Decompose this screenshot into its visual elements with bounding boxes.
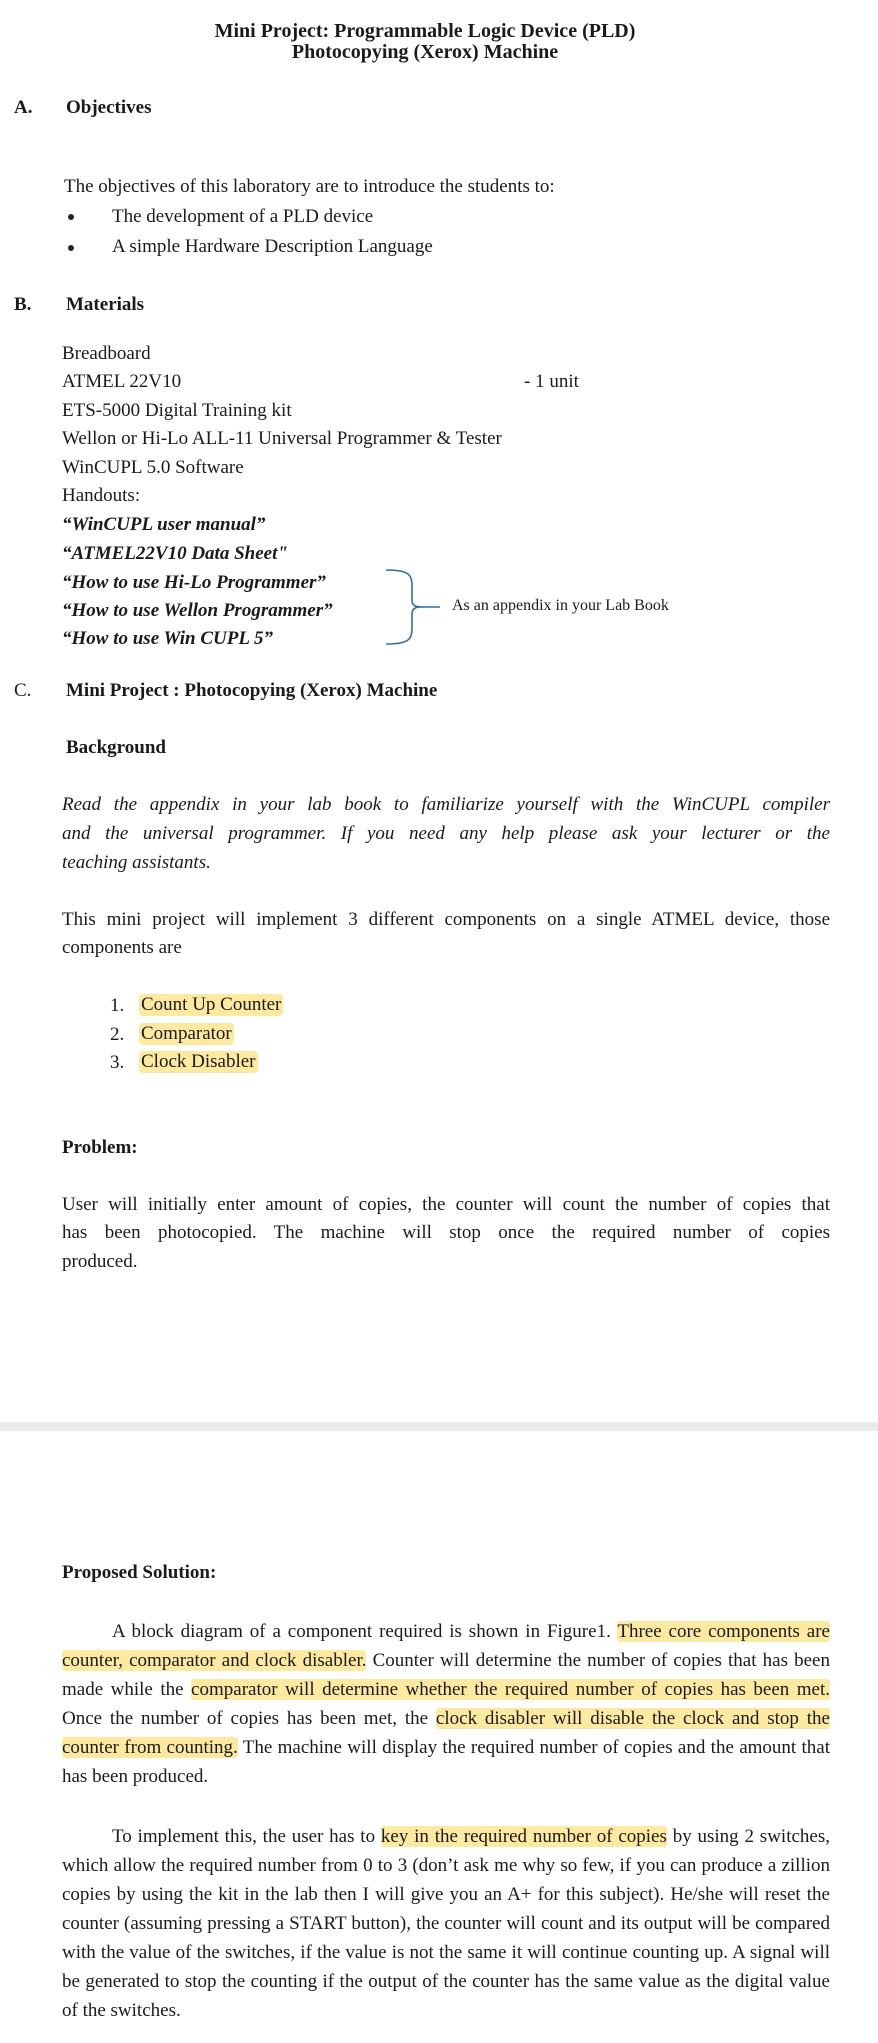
objective-bullet-2: A simple Hardware Description Language — [112, 236, 433, 257]
paragraph-text: A block diagram of a component required is shown in Figure1. — [112, 1621, 618, 1642]
curly-brace-icon — [382, 568, 442, 646]
section-b-letter: B. — [14, 294, 32, 315]
component-number: 3. — [110, 1052, 125, 1073]
bullet-dot-icon — [68, 214, 74, 220]
component-item-comparator: Comparator — [141, 1023, 232, 1044]
highlighted-text: key in the required number of copies — [380, 1826, 667, 1847]
material-item: Handouts: — [62, 485, 141, 506]
bullet-dot-icon — [68, 245, 74, 251]
handout-item: “How to use Win CUPL 5” — [62, 628, 273, 649]
paragraph-text: Counter will determine the number of copies that has been made while the — [62, 1650, 830, 1700]
material-item: Wellon or Hi-Lo ALL-11 Universal Programmer & Tester — [62, 428, 502, 449]
section-c-letter: C. — [14, 680, 32, 701]
proposed-paragraph-1 — [62, 1617, 830, 1791]
component-item-clock-disabler: Clock Disabler — [141, 1051, 256, 1072]
intro-line-1: This mini project will implement 3 different components on a single ATMEL device, those — [62, 909, 830, 930]
title-line-1: Mini Project: Programmable Logic Device (PLD) — [214, 20, 636, 42]
material-item: Breadboard — [62, 343, 151, 364]
problem-heading: Problem: — [62, 1137, 138, 1158]
atmel-quantity: - 1 unit — [524, 371, 579, 392]
component-number: 2. — [110, 1024, 125, 1045]
title-line-2: Photocopying (Xerox) Machine — [291, 41, 559, 63]
background-line-1: Read the appendix in your lab book to familiarize yourself with the WinCUPL compiler — [62, 794, 830, 815]
handout-item: “ATMEL22V10 Data Sheet" — [62, 543, 288, 564]
objective-bullet-1: The development of a PLD device — [112, 206, 374, 227]
problem-line-1: User will initially enter amount of copies, the counter will count the number of copies that — [62, 1194, 830, 1215]
handout-item: “How to use Wellon Programmer” — [62, 600, 333, 621]
highlighted-text: Three core components are counter, comparator and clock disabler. — [62, 1621, 830, 1671]
handout-item: “How to use Hi-Lo Programmer” — [62, 572, 326, 593]
section-a-title: Objectives — [66, 97, 152, 118]
section-b-title: Materials — [66, 294, 145, 315]
proposed-paragraph-2 — [62, 1822, 830, 2025]
component-item-counter: Count Up Counter — [141, 994, 282, 1015]
material-item: ATMEL 22V10 — [62, 371, 182, 392]
paragraph-text: The machine will display the required number of copies and the amount that has been produced. — [62, 1737, 830, 1787]
problem-line-3: produced. — [62, 1251, 138, 1272]
material-item: WinCUPL 5.0 Software — [62, 457, 244, 478]
background-line-2: and the universal programmer. If you need any help please ask your lecturer or the — [62, 823, 830, 844]
component-number: 1. — [110, 995, 125, 1016]
paragraph-text: by using 2 switches, which allow the required number from 0 to 3 (don’t ask me why so few, if you can produce a zillion copies by using the kit in the lab then I will give you an A+ for this subject). He/she will reset the counter (assuming pressing a START button), the counter will count and its output will be compared with the value of the switches, if the value is not the same it will continue counting up. A signal will be generated to stop the counting if the output of the counter has the same value as the digital value of the switches. — [62, 1826, 830, 2021]
background-line-3: teaching assistants. — [62, 852, 211, 873]
appendix-note: As an appendix in your Lab Book — [452, 597, 669, 614]
handout-item: “WinCUPL user manual” — [62, 514, 266, 535]
highlighted-text: clock disabler will disable the clock and stop the counter from counting. — [62, 1708, 830, 1758]
background-heading: Background — [66, 737, 166, 758]
highlighted-text: comparator will determine whether the required number of copies has been met. — [191, 1679, 830, 1700]
objectives-intro: The objectives of this laboratory are to introduce the students to: — [64, 176, 555, 197]
problem-line-2: has been photocopied. The machine will stop once the required number of copies — [62, 1222, 830, 1243]
paragraph-text: Once the number of copies has been met, the — [62, 1708, 436, 1729]
page-separator — [0, 1422, 878, 1431]
section-c-title: Mini Project : Photocopying (Xerox) Machine — [66, 680, 438, 701]
intro-line-2: components are — [62, 937, 182, 958]
section-a-letter: A. — [14, 97, 33, 118]
material-item: ETS-5000 Digital Training kit — [62, 400, 292, 421]
paragraph-text: To implement this, the user has to — [112, 1826, 381, 1847]
proposed-solution-heading: Proposed Solution: — [62, 1562, 217, 1583]
